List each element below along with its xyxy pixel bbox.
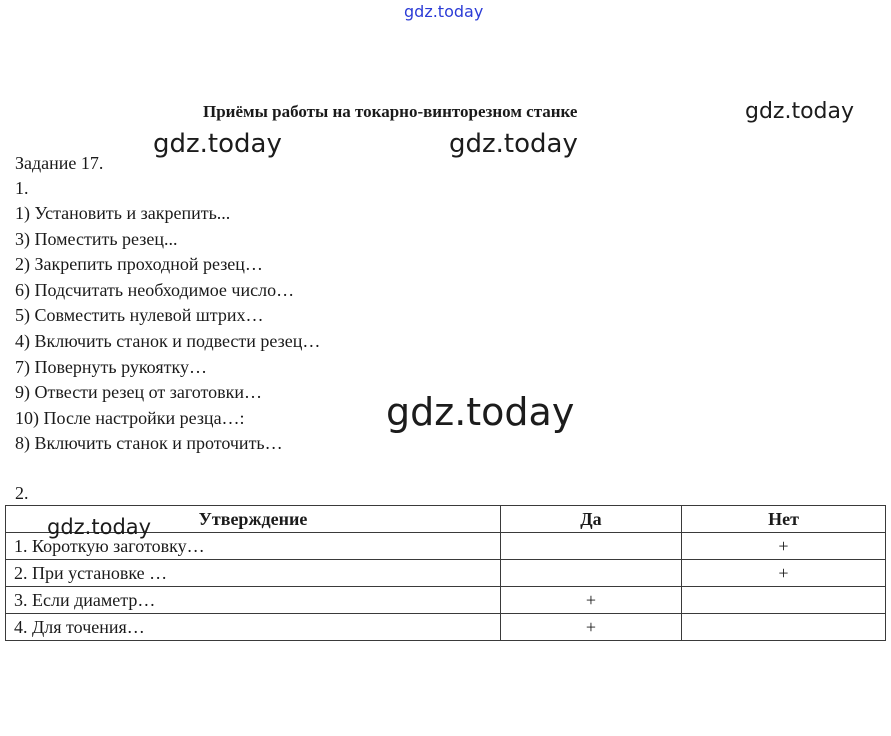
watermark: gdz.today <box>449 129 578 159</box>
no-cell: + <box>682 560 886 587</box>
statement-cell: 4. Для точения… <box>6 614 501 641</box>
watermark: gdz.today <box>386 390 575 434</box>
no-cell: + <box>682 533 886 560</box>
header-statement: Утверждение <box>6 506 501 533</box>
statement-cell: 3. Если диаметр… <box>6 587 501 614</box>
step-item: 9) Отвести резец от заготовки… <box>15 382 263 403</box>
step-item: 6) Подсчитать необходимое число… <box>15 279 295 300</box>
document-title: Приёмы работы на токарно-винторезном станке <box>203 102 578 121</box>
statement-cell: 1. Короткую заготовку… <box>6 533 501 560</box>
step-item: 5) Совместить нулевой штрих… <box>15 305 264 326</box>
header-no: Нет <box>682 506 886 533</box>
table-row <box>6 587 886 614</box>
table-row <box>6 614 886 641</box>
step-item: 8) Включить станок и проточить… <box>15 433 283 454</box>
step-item: 3) Поместить резец... <box>15 228 178 249</box>
table-row <box>6 560 886 587</box>
steps-list <box>15 202 320 458</box>
part-2-number: 2. <box>15 483 29 503</box>
step-item: 4) Включить станок и подвести резец… <box>15 330 321 351</box>
statement-cell: 2. При установке … <box>6 560 501 587</box>
part-1-number: 1. <box>15 178 29 198</box>
yes-cell <box>501 533 682 560</box>
watermark: gdz.today <box>153 129 282 159</box>
header-yes: Да <box>501 506 682 533</box>
no-cell <box>682 587 886 614</box>
yes-cell <box>501 560 682 587</box>
step-item: 2) Закрепить проходной резец… <box>15 254 263 275</box>
yes-cell: + <box>501 614 682 641</box>
no-cell <box>682 614 886 641</box>
watermark-top[interactable]: gdz.today <box>404 2 484 21</box>
watermark: gdz.today <box>47 515 152 539</box>
watermark: gdz.today <box>745 99 855 124</box>
step-item: 10) После настройки резца…: <box>15 407 245 428</box>
yes-cell: + <box>501 587 682 614</box>
step-item: 1) Установить и закрепить... <box>15 203 231 223</box>
task-label: Задание 17. <box>15 153 104 173</box>
step-item: 7) Повернуть рукоятку… <box>15 356 207 377</box>
